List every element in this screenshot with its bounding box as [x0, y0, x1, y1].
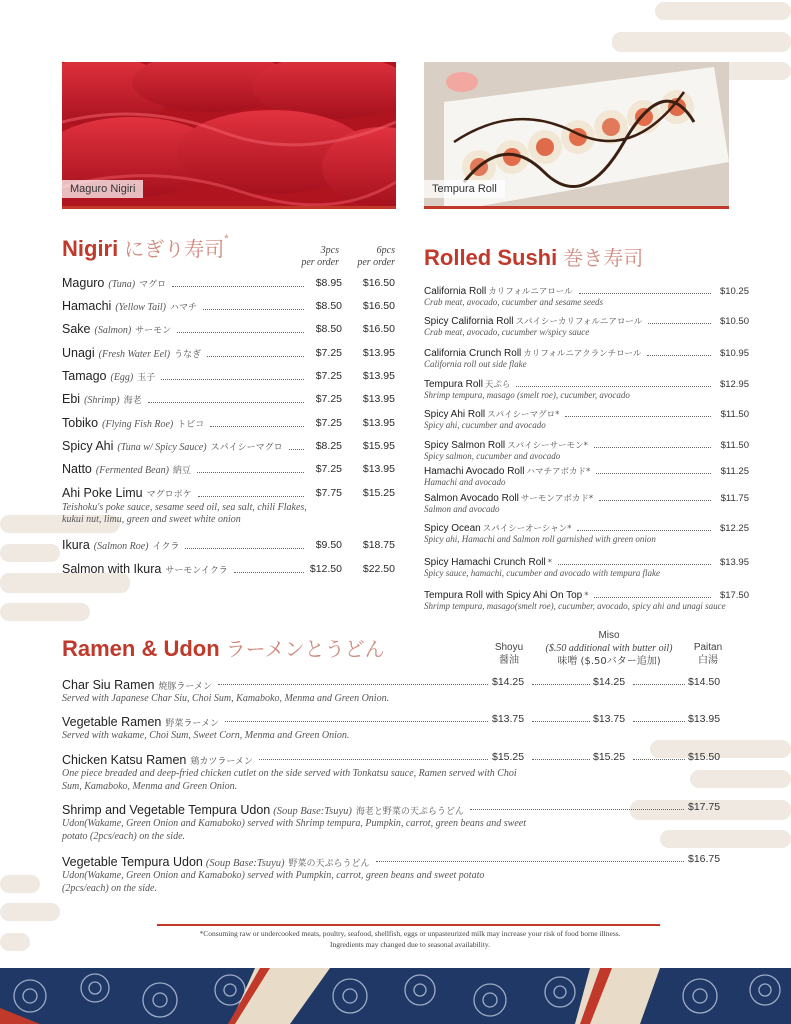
ramen-price-paitan: $14.50: [688, 676, 721, 688]
rolled-sushi-item-line: [424, 408, 749, 420]
photo-caption: Tempura Roll: [424, 180, 505, 198]
nigiri-price-3pcs: $7.25: [315, 393, 342, 405]
nigiri-item: [62, 562, 397, 578]
rolled-sushi-item-name-jp: スパイシーサーモン*: [507, 441, 588, 451]
rolled-sushi-item-price: $12.95: [719, 379, 749, 390]
nigiri-price-3pcs: $8.25: [315, 440, 342, 452]
nigiri-item-name: Tobiko: [62, 416, 99, 430]
ramen-item-label: [62, 853, 370, 870]
dot-leader: [558, 564, 711, 565]
ramen-item-description: Udon(Wakame, Green Onion and Kamaboko) served with Pumpkin, carrot, green beans and sweet potato (2pcs/each) on the side.: [62, 870, 485, 894]
rolled-sushi-item-name: Spicy Salmon Roll: [424, 440, 506, 451]
nigiri-section-title: [62, 233, 229, 262]
dot-leader: [198, 496, 304, 497]
dot-leader: [596, 473, 711, 474]
nigiri-item-name: Ikura: [62, 538, 90, 552]
miso-label-jp: 味噌 ($.50バター追加): [557, 656, 661, 667]
nigiri-price-3pcs: $7.25: [315, 347, 342, 359]
ramen-item-name: Vegetable Tempura Udon: [62, 855, 203, 869]
nigiri-item-description: (Fermented Bean): [95, 465, 169, 476]
nigiri-item-name-group: [62, 276, 307, 290]
nigiri-item-name: Natto: [62, 462, 92, 476]
rolled-sushi-item-name: Hamachi Avocado Roll: [424, 466, 525, 477]
ahi-poke-description: Teishoku's poke sauce, sesame seed oil, sea salt, chili Flakes, kukui nut, limu, green and sweet white onion: [62, 502, 307, 525]
rolled-sushi-item-price: $12.25: [719, 523, 749, 534]
ramen-item-name: Vegetable Ramen: [62, 715, 162, 729]
nigiri-item-name-jp: トビコ: [177, 420, 205, 430]
rolled-sushi-item-price: $11.75: [720, 493, 749, 504]
rolled-sushi-item-name: Salmon Avocado Roll: [424, 493, 519, 504]
nigiri-item-name-group: [62, 462, 307, 476]
nigiri-item-name-jp: マグロ: [139, 280, 167, 290]
rolled-sushi-item-name-jp: サーモンアボカド*: [520, 494, 594, 504]
rolled-sushi-item: [424, 465, 749, 487]
dot-leader: [648, 323, 711, 324]
rolled-sushi-item-description: Hamachi and avocado: [424, 477, 506, 487]
rolled-sushi-item-description: Salmon and avocado: [424, 504, 500, 514]
rolled-sushi-item-line: [424, 285, 749, 297]
rolled-sushi-item-name: Spicy Hamachi Crunch Roll: [424, 557, 546, 568]
nigiri-price-6pcs: $13.95: [362, 417, 395, 429]
rolled-sushi-item-description: Spicy ahi, cucumber and avocado: [424, 420, 546, 430]
cloud-decoration-top-right: [612, 32, 791, 52]
ramen-item-name-jp: 野菜の天ぷらうどん: [288, 859, 370, 869]
miso-note: ($.50 additional with butter oil): [545, 643, 673, 654]
ramen-item-label: [62, 713, 219, 730]
dot-leader: [565, 416, 711, 417]
rolled-sushi-item-description: Spicy sauce, hamachi, cucumber and avocado with tempura flake: [424, 568, 660, 578]
dot-leader: [203, 309, 304, 310]
nigiri-item-name-group: [62, 299, 307, 313]
col-header-line: per order: [357, 257, 395, 268]
rolled-sushi-item-description: Shrimp tempura, masago (smelt roe), cucumber, avocado: [424, 390, 630, 400]
nigiri-item-description: (Tuna w/ Spicy Sauce): [117, 442, 207, 453]
dot-leader: [532, 759, 590, 760]
dot-leader: [225, 721, 488, 722]
rolled-sushi-item-name: Tempura Roll: [424, 379, 483, 390]
nigiri-item-name: Sake: [62, 322, 91, 336]
nigiri-item-name-jp: サーモンイクラ: [165, 566, 228, 576]
col-header-line: 3pcs: [320, 245, 339, 256]
ramen-item-line: [62, 801, 722, 817]
dot-leader: [594, 597, 711, 598]
nigiri-title-jp: にぎり寿司: [124, 237, 225, 261]
ramen-item-label: [62, 751, 253, 768]
nigiri-item-name-jp: うなぎ: [174, 350, 202, 360]
ramen-price-miso: $15.25: [593, 751, 626, 763]
nigiri-item-name-group: [62, 439, 307, 453]
rolled-sushi-item-price: $11.25: [720, 466, 749, 477]
rolled-sushi-section-title: [424, 242, 643, 271]
ramen-item-description: Served with Japanese Char Siu, Choi Sum, Kamaboko, Menma and Green Onion.: [62, 693, 390, 704]
nigiri-title-asterisk: *: [224, 233, 229, 245]
rolled-sushi-item-name-jp: ハマチアボカド*: [526, 467, 591, 477]
ramen-item: [62, 713, 722, 742]
rolled-sushi-item-name-jp: *: [547, 558, 552, 568]
rolled-sushi-item: [424, 522, 749, 544]
ramen-item: [62, 676, 722, 705]
nigiri-item-name-jp: ハマチ: [170, 303, 198, 313]
rolled-sushi-item-price: $13.95: [719, 557, 749, 568]
maguro-nigiri-photo: [62, 62, 396, 209]
dot-leader: [594, 447, 711, 448]
rolled-sushi-title-jp: 巻き寿司: [563, 246, 644, 270]
rolled-sushi-item-line: [424, 522, 749, 534]
nigiri-item-name-group: [62, 538, 307, 552]
rolled-sushi-item-description: Crab meat, avocado, cucumber w/spicy sauce: [424, 327, 590, 337]
decorative-pattern-band: [0, 968, 791, 1024]
rolled-sushi-item-name-jp: カリフォルニアロール: [488, 287, 573, 297]
rolled-sushi-item-name: Spicy Ocean: [424, 523, 481, 534]
rolled-sushi-item-name: Tempura Roll with Spicy Ahi On Top: [424, 590, 583, 601]
nigiri-item-description: (Shrimp): [84, 395, 120, 406]
nigiri-item: [62, 276, 397, 292]
nigiri-item: [62, 462, 397, 478]
nigiri-item-description: (Flying Fish Roe): [102, 419, 174, 430]
ramen-price-paitan: $13.95: [688, 713, 721, 725]
ramen-price-shoyu: $13.75: [492, 713, 525, 725]
paitan-label-jp: 白湯: [698, 655, 718, 666]
ramen-title: Ramen & Udon: [62, 636, 220, 661]
nigiri-price-3pcs: $8.95: [315, 277, 342, 289]
shoyu-column-header: [488, 641, 530, 667]
nigiri-item: [62, 439, 397, 455]
dot-leader: [210, 426, 304, 427]
dot-leader: [577, 530, 711, 531]
ramen-section-title: [62, 633, 385, 662]
ramen-item-description: One piece breaded and deep-fried chicken cutlet on the side served with Tonkatsu sauce, Ramen served with Choi Sum, Kamaboko, Menma and Green Onion.: [62, 768, 517, 792]
nigiri-item-name: Maguro: [62, 276, 105, 290]
shoyu-label: Shoyu: [494, 642, 524, 653]
ramen-item-name-jp: 海老と野菜の天ぷらうどん: [355, 807, 464, 817]
rolled-sushi-item-line: [424, 347, 749, 359]
ramen-item-label: [62, 801, 464, 818]
dot-leader: [470, 809, 684, 810]
miso-column-header: [530, 629, 688, 668]
rolled-sushi-item-price: $11.50: [720, 440, 749, 451]
rolled-sushi-item: [424, 315, 749, 337]
dot-leader: [172, 286, 304, 287]
nigiri-item-name-group: [62, 369, 307, 383]
dot-leader: [161, 379, 304, 380]
nigiri-price-3pcs: $8.50: [315, 300, 342, 312]
nigiri-item: [62, 538, 397, 554]
nigiri-item-name-jp: スパイシーマグロ: [210, 443, 283, 453]
rolled-sushi-item-price: $11.50: [720, 409, 749, 420]
dot-leader: [647, 355, 711, 356]
ramen-price-miso: $13.75: [593, 713, 626, 725]
nigiri-item-name: Spicy Ahi: [62, 439, 114, 453]
rolled-sushi-title: Rolled Sushi: [424, 245, 558, 270]
ramen-item: [62, 801, 722, 843]
nigiri-item-name: Tamago: [62, 369, 107, 383]
ramen-price-shoyu: $15.25: [492, 751, 525, 763]
cloud-decoration-left: [0, 544, 60, 562]
photo-caption: Maguro Nigiri: [62, 180, 143, 198]
dot-leader: [516, 386, 711, 387]
nigiri-item-name-group: [62, 486, 307, 500]
rolled-sushi-item-price: $10.25: [719, 286, 749, 297]
nigiri-item-name: Salmon with Ikura: [62, 562, 162, 576]
ramen-item: [62, 751, 722, 793]
rolled-sushi-item-line: [424, 465, 749, 477]
nigiri-price-6pcs: $18.75: [362, 539, 395, 551]
rolled-sushi-item: [424, 492, 749, 514]
nigiri-price-6pcs: $15.25: [362, 487, 395, 499]
dot-leader: [148, 402, 304, 403]
nigiri-item-name-group: [62, 392, 307, 406]
nigiri-price-6pcs: $16.50: [362, 277, 395, 289]
nigiri-item-name: Ebi: [62, 392, 81, 406]
ramen-price-shoyu: $14.25: [492, 676, 525, 688]
ramen-price-paitan: $16.75: [688, 853, 721, 865]
nigiri-price-6pcs: $22.50: [362, 563, 395, 575]
dot-leader: [633, 759, 685, 760]
rolled-sushi-item-name-jp: スパイシーカリフォルニアロール: [515, 317, 643, 327]
nigiri-item-name-group: [62, 416, 307, 430]
rolled-sushi-item-line: [424, 378, 749, 390]
rolled-sushi-item: [424, 439, 749, 461]
dot-leader: [532, 721, 590, 722]
dot-leader: [633, 684, 685, 685]
floral-pattern: [0, 968, 791, 1024]
rolled-sushi-item-description: Shrimp tempura, masago(smelt roe), cucumber, avocado, spicy ahi and unagi sauce: [424, 601, 726, 611]
nigiri-item-name: Ahi Poke Limu: [62, 486, 143, 500]
ramen-item-line: [62, 853, 722, 869]
cloud-decoration-left: [0, 603, 90, 621]
rolled-sushi-item-price: $10.50: [719, 316, 749, 327]
rolled-sushi-item-name-jp: カリフォルニアクランチロール: [523, 349, 642, 359]
dot-leader: [218, 684, 488, 685]
nigiri-item: [62, 299, 397, 315]
dot-leader: [234, 572, 304, 573]
dot-leader: [177, 332, 304, 333]
ramen-title-jp: ラーメンとうどん: [225, 637, 385, 661]
nigiri-price-6pcs: $16.50: [362, 323, 395, 335]
rolled-sushi-item-description: Crab meat, avocado, cucumber and sesame seeds: [424, 297, 603, 307]
nigiri-item: [62, 486, 397, 502]
ramen-price-paitan: $17.75: [688, 801, 721, 813]
nigiri-item-name-group: [62, 346, 307, 360]
footnote-warning: *Consuming raw or undercooked meats, poultry, seafood, shellfish, eggs or unpasteurized milk may increase your risk of food borne illness.: [199, 929, 621, 938]
dot-leader: [207, 356, 304, 357]
nigiri-item-description: (Tuna): [108, 279, 136, 290]
nigiri-item: [62, 369, 397, 385]
ramen-item-description: Udon(Wakame, Green Onion and Kamaboko) served with Shrimp tempura, Pumpkin, carrot, green beans and sweet potato (2pcs/each) on the side.: [62, 818, 527, 842]
ramen-item-label: [62, 676, 212, 693]
ramen-price-paitan: $15.50: [688, 751, 721, 763]
shoyu-label-jp: 醤油: [499, 655, 519, 666]
rolled-sushi-item: [424, 285, 749, 307]
cloud-decoration-top-right: [655, 2, 791, 20]
nigiri-item-name-group: [62, 562, 307, 576]
nigiri-price-6pcs: $13.95: [362, 393, 395, 405]
ramen-item: [62, 853, 722, 895]
ramen-item-line: [62, 751, 722, 767]
dot-leader: [259, 759, 488, 760]
rolled-sushi-item: [424, 408, 749, 430]
rolled-sushi-item-description: Spicy ahi, Hamachi and Salmon roll garnished with green onion: [424, 534, 656, 544]
nigiri-item-name-jp: 納豆: [172, 466, 191, 476]
ramen-item-line: [62, 676, 722, 692]
nigiri-price-6pcs: $13.95: [362, 347, 395, 359]
rolled-sushi-item-name: Spicy Ahi Roll: [424, 409, 486, 420]
ramen-item-name: Char Siu Ramen: [62, 678, 155, 692]
dot-leader: [197, 472, 304, 473]
nigiri-item-name-group: [62, 322, 307, 336]
rolled-sushi-item-name: Spicy California Roll: [424, 316, 514, 327]
cloud-decoration-bottom-left: [0, 903, 60, 921]
ramen-item-name-jp: 焼豚ラーメン: [158, 682, 212, 692]
rolled-sushi-item-description: California roll out side flake: [424, 359, 527, 369]
rolled-sushi-item-name: California Crunch Roll: [424, 348, 522, 359]
nigiri-item-name-jp: イクラ: [152, 542, 180, 552]
nigiri-price-3pcs: $9.50: [315, 539, 342, 551]
rolled-sushi-item-line: [424, 557, 749, 568]
nigiri-col-3pcs-header: [284, 245, 339, 269]
rolled-sushi-item-description: Spicy salmon, cucumber and avocado: [424, 451, 561, 461]
rolled-sushi-item-line: [424, 439, 749, 451]
dot-leader: [532, 684, 590, 685]
footnote-availability: Ingredients may changed due to seasonal availability.: [329, 940, 491, 949]
dot-leader: [633, 721, 685, 722]
ramen-item-name: Shrimp and Vegetable Tempura Udon: [62, 803, 271, 817]
footer-divider: [157, 924, 660, 926]
nigiri-col-6pcs-header: [340, 245, 395, 269]
tempura-roll-photo: [424, 62, 729, 209]
rolled-sushi-item-name-jp: 天ぷら: [484, 380, 511, 390]
rolled-sushi-item: [424, 378, 749, 400]
nigiri-price-3pcs: $8.50: [315, 323, 342, 335]
nigiri-price-3pcs: $12.50: [309, 563, 342, 575]
nigiri-item: [62, 322, 397, 338]
ramen-item-name-jp: 野菜ラーメン: [165, 719, 219, 729]
col-header-line: per order: [301, 257, 339, 268]
nigiri-item: [62, 346, 397, 362]
nigiri-item-description: (Fresh Water Eel): [98, 349, 171, 360]
ramen-item-name-jp: 鶏カツラーメン: [190, 757, 253, 767]
rolled-sushi-item-name-jp: スパイシーマグロ*: [487, 410, 560, 420]
rolled-sushi-item-line: [424, 492, 749, 504]
nigiri-item-name-jp: マグロポケ: [146, 490, 192, 500]
nigiri-item-name-jp: 玉子: [137, 373, 156, 383]
nigiri-item-name-jp: 海老: [123, 396, 142, 406]
ramen-item-description: Served with wakame, Choi Sum, Sweet Corn, Menma and Green Onion.: [62, 730, 350, 741]
nigiri-price-3pcs: $7.25: [315, 463, 342, 475]
cloud-decoration-bottom-left: [0, 875, 40, 893]
rolled-sushi-item: [424, 590, 749, 612]
dot-leader: [579, 293, 711, 294]
ramen-item-line: [62, 713, 722, 729]
nigiri-price-3pcs: $7.75: [315, 487, 342, 499]
nigiri-price-3pcs: $7.25: [315, 370, 342, 382]
rolled-sushi-item: [424, 347, 749, 369]
nigiri-price-3pcs: $7.25: [315, 417, 342, 429]
dot-leader: [599, 500, 711, 501]
nigiri-price-6pcs: $15.95: [362, 440, 395, 452]
nigiri-item: [62, 416, 397, 432]
nigiri-item: [62, 392, 397, 408]
nigiri-price-6pcs: $13.95: [362, 370, 395, 382]
rolled-sushi-item-price: $17.50: [719, 590, 749, 601]
rolled-sushi-item: [424, 557, 749, 579]
ramen-price-miso: $14.25: [593, 676, 626, 688]
rolled-sushi-item-line: [424, 315, 749, 327]
miso-label: Miso: [598, 630, 620, 641]
nigiri-price-6pcs: $13.95: [362, 463, 395, 475]
dot-leader: [376, 861, 684, 862]
nigiri-item-name: Unagi: [62, 346, 95, 360]
cloud-decoration-bottom-left: [0, 933, 30, 951]
nigiri-item-name-jp: サーモン: [135, 326, 172, 336]
nigiri-item-description: (Yellow Tail): [115, 302, 166, 313]
nigiri-item-description: (Salmon): [94, 325, 132, 336]
ramen-item-soup-base: (Soup Base:Tsuyu): [273, 806, 352, 817]
nigiri-title: Nigiri: [62, 236, 119, 261]
rolled-sushi-item-name-jp: スパイシーオーシャン*: [482, 524, 572, 534]
rolled-sushi-item-price: $10.95: [719, 348, 749, 359]
nigiri-item-description: (Salmon Roe): [93, 541, 149, 552]
paitan-column-header: [688, 641, 728, 667]
ramen-item-name: Chicken Katsu Ramen: [62, 753, 187, 767]
ramen-item-soup-base: (Soup Base:Tsuyu): [205, 858, 285, 869]
nigiri-item-name: Hamachi: [62, 299, 112, 313]
rolled-sushi-item-line: [424, 590, 749, 601]
nigiri-price-6pcs: $16.50: [362, 300, 395, 312]
nigiri-item-description: (Egg): [110, 372, 134, 383]
rolled-sushi-item-name: California Roll: [424, 286, 487, 297]
rolled-sushi-item-name-jp: *: [584, 591, 589, 601]
dot-leader: [185, 548, 304, 549]
footnote: [130, 928, 690, 950]
paitan-label: Paitan: [693, 642, 723, 653]
col-header-line: 6pcs: [376, 245, 395, 256]
